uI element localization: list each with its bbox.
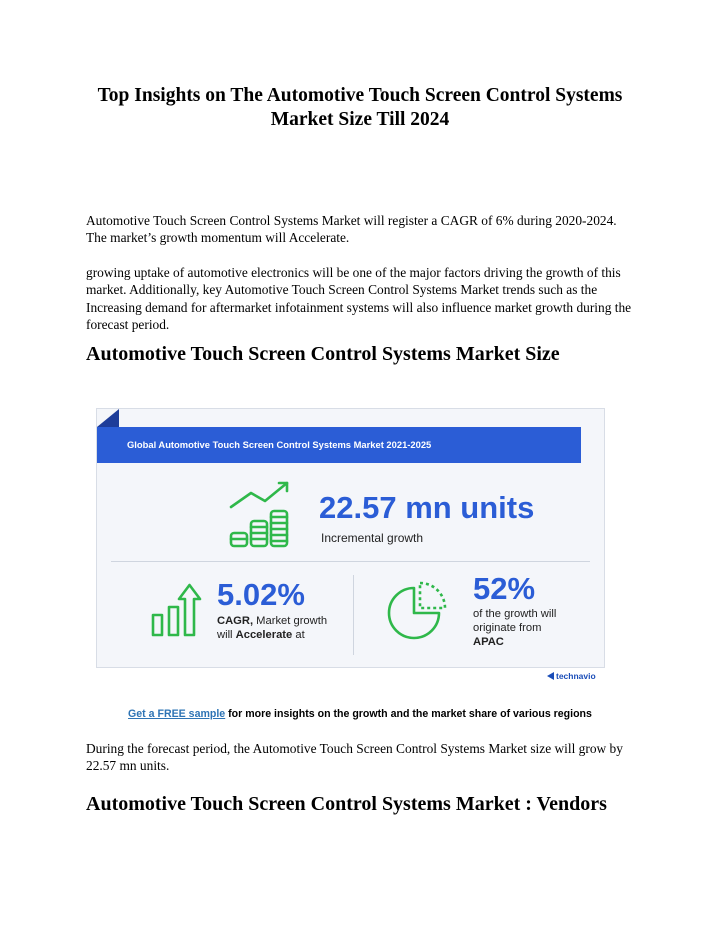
page-title: Top Insights on The Automotive Touch Screen Control Systems Market Size Till 2024 — [97, 85, 623, 130]
cagr-note-line1: Market growth — [253, 615, 328, 627]
technavio-logo — [547, 671, 596, 681]
infographic-banner: Global Automotive Touch Screen Control Systems Market 2021-2025 — [97, 427, 581, 463]
section-heading-vendors: Automotive Touch Screen Control Systems Market : Vendors — [86, 793, 607, 815]
apac-region: APAC — [473, 636, 504, 648]
incremental-growth-value: 22.57 mn units — [319, 490, 535, 525]
pie-chart-icon — [383, 579, 451, 647]
cagr-value: 5.02% — [217, 577, 305, 612]
cagr-note-line2c: at — [292, 629, 305, 641]
bar-growth-icon — [149, 581, 205, 639]
logo-text: technavio — [556, 671, 596, 681]
intro-paragraph-2: growing uptake of automotive electronics will be one of the major factors driving the growth of this market. Additionally, key Automotive Touch Screen Control Systems Market trends such as the Increasing demand for aftermarket infotainment systems will also influence market growth during the forecast period. — [86, 265, 632, 333]
cagr-note — [217, 614, 327, 642]
apac-note-line1: of the growth will — [473, 608, 557, 620]
cagr-accelerate: Accelerate — [235, 629, 293, 641]
forecast-paragraph: During the forecast period, the Automotive Touch Screen Control Systems Market size will grow by 22.57 mn units. — [86, 741, 623, 774]
coin-growth-icon — [225, 477, 305, 549]
free-sample-link[interactable]: Get a FREE sample — [128, 708, 226, 720]
apac-share-note — [473, 607, 556, 649]
cagr-bold-label: CAGR, — [217, 615, 254, 627]
section-heading-market-size: Automotive Touch Screen Control Systems Market Size — [86, 343, 560, 365]
market-infographic — [96, 408, 605, 668]
logo-mark-icon — [547, 672, 554, 680]
intro-paragraph-1: Automotive Touch Screen Control Systems Market will register a CAGR of 6% during 2020-2024. The market’s growth momentum will Accelerate. — [86, 213, 617, 246]
apac-note-line2: originate from — [473, 622, 542, 634]
free-sample-cta — [86, 708, 634, 720]
cagr-note-line2a: will — [217, 629, 236, 641]
cta-text: for more insights on the growth and the market share of various regions — [225, 708, 592, 720]
divider-horizontal — [111, 561, 590, 562]
incremental-growth-label: Incremental growth — [321, 531, 424, 545]
banner-fold — [97, 409, 119, 427]
divider-vertical — [353, 575, 354, 655]
apac-share-value: 52% — [473, 571, 536, 606]
